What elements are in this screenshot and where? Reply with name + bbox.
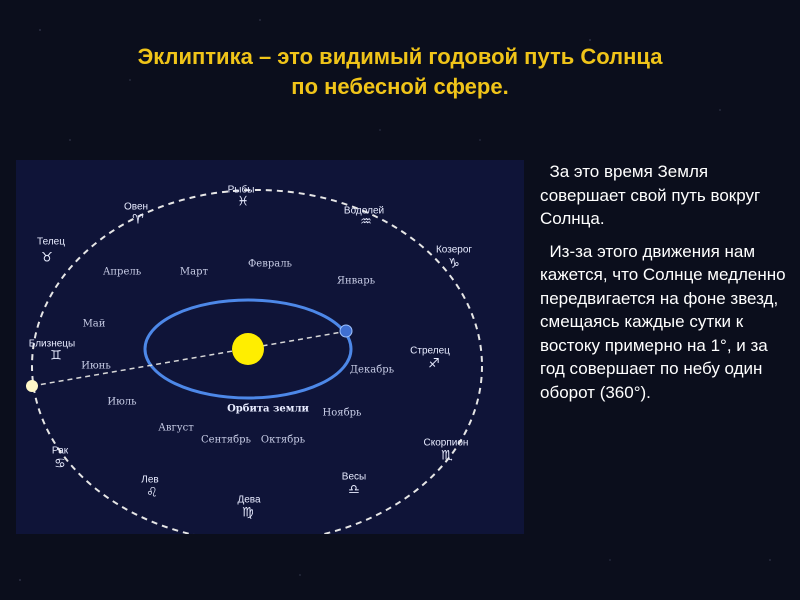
capricorn-icon: ♑ [448,256,460,272]
month-aprel: Апрель [102,266,142,278]
title-line-1: Эклиптика – это видимый годовой путь Солнца [137,44,663,69]
month-iyun: Июнь [81,360,111,372]
virgo-icon: ♍ [242,505,254,521]
zodiac-ryby-label: Рыбы [227,184,255,196]
paragraph-2-text: Из-за этого движения нам кажется, что Солнце медленно передвигается на фоне звезд, смещаясь каждые сутки к востоку примерно на 1°, и за год совершает по небу один оборот (360°). [540,241,786,402]
zodiac-skorpion-label: Скорпион [423,437,469,449]
month-avgust: Август [158,422,194,434]
cancer-icon: ♋ [54,456,66,472]
scorpio-icon: ♏ [441,448,453,464]
paragraph-1 [540,160,790,231]
zodiac-vesy-label: Весы [341,471,367,483]
sight-line [32,331,348,386]
month-sentyabr: Сентябрь [201,434,251,446]
slide-title [40,42,760,102]
ecliptic-diagram [16,160,524,534]
libra-icon: ♎ [348,482,360,498]
zodiac-kozerog-label: Козерог [435,244,473,256]
month-dekabr: Декабрь [349,364,395,376]
zodiac-bliznecy-label: Близнецы [28,338,76,350]
earth [340,325,352,337]
sun [232,333,264,365]
month-iyul: Июль [107,396,137,408]
zodiac-telec-label: Телец [37,236,65,248]
explanation-text [540,160,790,413]
zodiac-rak-label: Рак [51,445,69,457]
month-fevral: Февраль [247,258,293,270]
month-mart: Март [179,266,209,278]
zodiac-oven-label: Овен [123,201,149,213]
zodiac-deva-label: Дева [237,494,261,506]
sagittarius-icon: ♐ [428,356,440,372]
aquarius-icon: ♒ [360,214,372,230]
taurus-icon: ♉ [41,250,53,266]
month-oktyabr: Октябрь [260,434,306,446]
title-line-2: по небесной сфере. [291,74,509,99]
month-noyabr: Ноябрь [322,407,362,419]
gemini-icon: ♊ [50,348,62,364]
aries-icon: ♈ [132,212,144,228]
month-mai: Май [82,318,106,330]
leo-icon: ♌ [146,485,158,501]
zodiac-vodolei-label: Водолей [343,205,385,217]
pisces-icon: ♓ [237,194,249,210]
earth-orbit-label: Орбита земли [227,403,309,415]
sun-projection [26,380,38,392]
zodiac-lev-label: Лев [141,474,159,486]
zodiac-strelec-label: Стрелец [410,345,450,357]
paragraph-2 [540,240,790,405]
paragraph-1-text: За это время Земля совершает свой путь вокруг Солнца. [540,162,761,228]
month-yanvar: Январь [336,275,376,287]
